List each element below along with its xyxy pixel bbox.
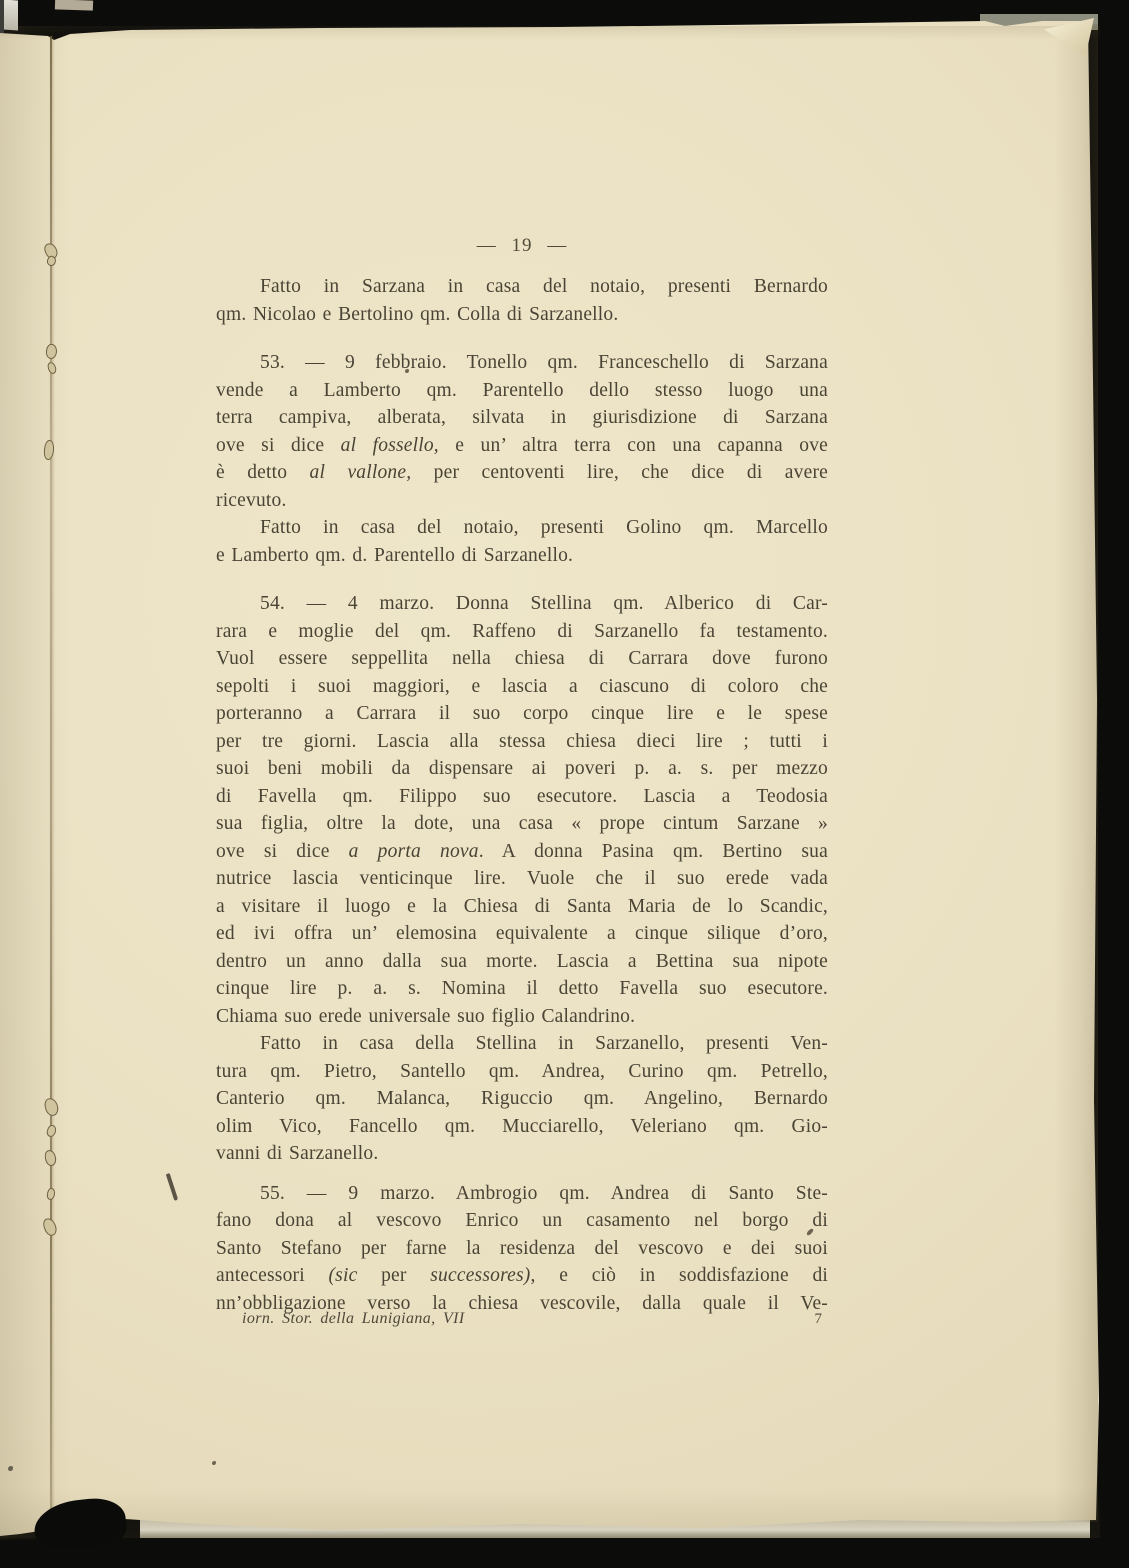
body-text: Fatto in casa della Stellina in Sarzanello, presenti Ven- [260, 1033, 828, 1054]
text-line [216, 404, 828, 432]
paragraph-54-note [216, 1030, 828, 1168]
body-text: Chiama suo erede universale suo figlio Calandrino. [216, 1005, 636, 1027]
text-line [216, 975, 828, 1003]
page-footer [216, 1310, 828, 1328]
corner-paper-piece [55, 0, 93, 11]
page-number: — 19 — [476, 235, 568, 256]
italic-text: (sic [328, 1265, 358, 1286]
text-line [216, 1262, 828, 1290]
body-text: e un’ altra terra con una capanna ove [438, 434, 828, 456]
text-line [216, 273, 828, 301]
body-text: 53. — 9 febbraio. Tonello qm. Franceschello di Sarzana [260, 352, 828, 373]
corner-paper-piece [3, 0, 18, 31]
body-text: è detto [216, 462, 310, 483]
text-line [216, 893, 828, 921]
text-line [216, 377, 828, 405]
text-line [216, 542, 828, 570]
text-line [216, 1235, 828, 1263]
body-text: a visitare il luogo e la Chiesa di Santa Maria de lo Scandic, [216, 895, 828, 917]
body-text: 55. — 9 marzo. Ambrogio qm. Andrea di Santo Ste- [260, 1182, 828, 1204]
body-text: Fatto in Sarzana in casa del notaio, presenti Bernardo [260, 276, 828, 297]
stitch-mark [44, 1149, 57, 1166]
text-line [216, 301, 828, 329]
stitch-mark [43, 1097, 59, 1117]
text-line [216, 865, 828, 893]
page-content [216, 232, 828, 1317]
paragraph-55 [216, 1180, 828, 1318]
body-text: cinque lire p. a. s. Nomina il detto Favella suo esecutore. [216, 978, 828, 999]
stitch-mark [47, 361, 58, 375]
text-line [216, 514, 828, 542]
stitch-mark [45, 1124, 58, 1139]
text-line [216, 1058, 828, 1086]
body-text: ove si dice [216, 434, 341, 456]
text-line [216, 618, 828, 646]
body-text: nutrice lascia venticinque lire. Vuole che il suo erede vada [216, 868, 828, 889]
body-text: sua figlia, oltre la dote, una casa « prope cintum Sarzane » [216, 813, 828, 834]
body-text: qm. Nicolao e Bertolino qm. Colla di Sarzanello. [216, 303, 619, 325]
text-line [216, 838, 828, 866]
text-block [216, 273, 828, 1317]
text-line [216, 1180, 828, 1208]
text-line [216, 1113, 828, 1141]
body-text: . A donna Pasina qm. Bertino sua [478, 840, 828, 862]
body-text: olim Vico, Fancello qm. Mucciarello, Veleriano qm. Gio- [216, 1115, 828, 1137]
text-line [216, 1003, 828, 1031]
body-text: per tre giorni. Lascia alla stessa chiesa dieci lire ; tutti i [216, 730, 828, 752]
text-line [216, 1030, 828, 1058]
body-text: Santo Stefano per farne la residenza del vescovo e dei suoi [216, 1237, 828, 1259]
body-text: rara e moglie del qm. Raffeno di Sarzanello fa testamento. [216, 620, 828, 642]
footer-running-title: iorn. Stor. della Lunigiana, VII [242, 1310, 465, 1327]
body-text: Canterio qm. Malanca, Riguccio qm. Angelino, Bernardo [216, 1088, 828, 1109]
stitch-mark [45, 343, 58, 360]
text-line [216, 459, 828, 487]
body-text: nn’obbligazione verso la chiesa vescovile, dalla quale il Ve- [216, 1292, 828, 1314]
body-text: vanni di Sarzanello. [216, 1143, 379, 1164]
body-text: tura qm. Pietro, Santello qm. Andrea, Curino qm. Petrello, [216, 1060, 828, 1082]
body-text: antecessori [216, 1265, 329, 1286]
text-line [216, 728, 828, 756]
italic-text: al vallone, [309, 462, 412, 483]
body-text: di Favella qm. Filippo suo esecutore. Lascia a Teodosia [216, 785, 828, 807]
paragraph-53-note [216, 514, 828, 569]
body-text: sepolti i suoi maggiori, e lascia a ciascuno di coloro che [216, 675, 828, 697]
stitch-mark [43, 439, 56, 460]
text-line [216, 1085, 828, 1113]
body-text: terra campiva, alberata, silvata in giurisdizione di Sarzana [216, 407, 828, 428]
paragraph-53 [216, 349, 828, 514]
body-text: ove si dice [216, 840, 349, 862]
body-text: ed ivi offra un’ elemosina equivalente a cinque silique d’oro, [216, 923, 828, 944]
body-text: suoi beni mobili da dispensare ai poveri p. a. s. per mezzo [216, 758, 828, 779]
text-line [216, 948, 828, 976]
paragraph-54 [216, 590, 828, 1030]
text-line [216, 783, 828, 811]
text-line [216, 487, 828, 515]
body-text: e Lamberto qm. d. Parentello di Sarzanello. [216, 544, 574, 566]
text-line [216, 645, 828, 673]
speck-mark [8, 1466, 13, 1471]
footer-signature-number: 7 [814, 1311, 822, 1327]
body-text: , e ciò in soddisfazione di [530, 1265, 828, 1286]
body-text: per [357, 1265, 431, 1286]
text-line [216, 920, 828, 948]
text-line [216, 755, 828, 783]
body-text: Fatto in casa del notaio, presenti Golino qm. Marcello [260, 517, 828, 538]
text-line [216, 1140, 828, 1168]
body-text: dentro un anno dalla sua morte. Lascia a Bettina sua nipote [216, 950, 828, 972]
stitch-mark [42, 1217, 59, 1238]
paragraph-intro [216, 273, 828, 328]
text-line [216, 1207, 828, 1235]
body-text: ricevuto. [216, 489, 287, 511]
text-line [216, 673, 828, 701]
italic-text: al fossello, [340, 434, 439, 456]
text-line [216, 432, 828, 460]
body-text: porteranno a Carrara il suo corpo cinque lire e le spese [216, 703, 828, 724]
slash-mark [166, 1173, 178, 1201]
stitch-mark [46, 1187, 57, 1201]
corner-dark-strip [0, 0, 4, 33]
text-line [216, 700, 828, 728]
text-line [216, 349, 828, 377]
body-text: per centoventi lire, che dice di avere [411, 462, 828, 483]
text-line [216, 590, 828, 618]
italic-text: a porta nova [348, 840, 479, 862]
speck-mark [212, 1461, 216, 1465]
body-text: vende a Lamberto qm. Parentello dello stesso luogo una [216, 379, 828, 401]
italic-text: successores) [430, 1265, 531, 1286]
body-text: 54. — 4 marzo. Donna Stellina qm. Alberico di Car- [260, 593, 828, 614]
text-line [216, 810, 828, 838]
body-text: Vuol essere seppellita nella chiesa di Carrara dove furono [216, 648, 828, 669]
body-text: fano dona al vescovo Enrico un casamento nel borgo di [216, 1210, 828, 1231]
